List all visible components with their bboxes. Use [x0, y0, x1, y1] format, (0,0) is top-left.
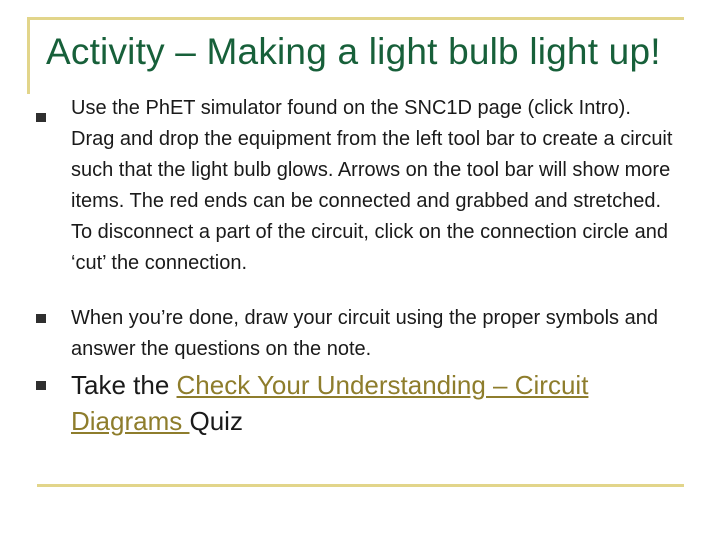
bullet-text: When you’re done, draw your circuit using the proper symbols and answer the questions on the note. — [71, 307, 658, 360]
slide-title: Activity – Making a light bulb light up! — [46, 31, 661, 72]
bullet-text: Use the PhET simulator found on the SNC1D page (click Intro). Drag and drop the equipment from the left tool bar to create a circuit such that the light bulb glows. Arrows on the tool bar will show more items. The red ends can be connected and grabbed and stretched. To disconnect a part of the circuit, click on the connection circle and ‘cut’ the connection. — [71, 97, 673, 274]
bullet-text — [71, 367, 676, 439]
quiz-link[interactable]: Check Your Understanding – Circuit Diagrams — [71, 370, 589, 436]
square-bullet-icon — [36, 314, 46, 323]
decorative-top-line — [27, 17, 684, 20]
decorative-bottom-line — [37, 484, 684, 487]
decorative-vertical-line — [27, 17, 30, 94]
square-bullet-icon — [36, 381, 46, 390]
quiz-suffix: Quiz — [189, 406, 243, 436]
quiz-prefix: Take the — [71, 370, 177, 400]
square-bullet-icon — [36, 113, 46, 122]
